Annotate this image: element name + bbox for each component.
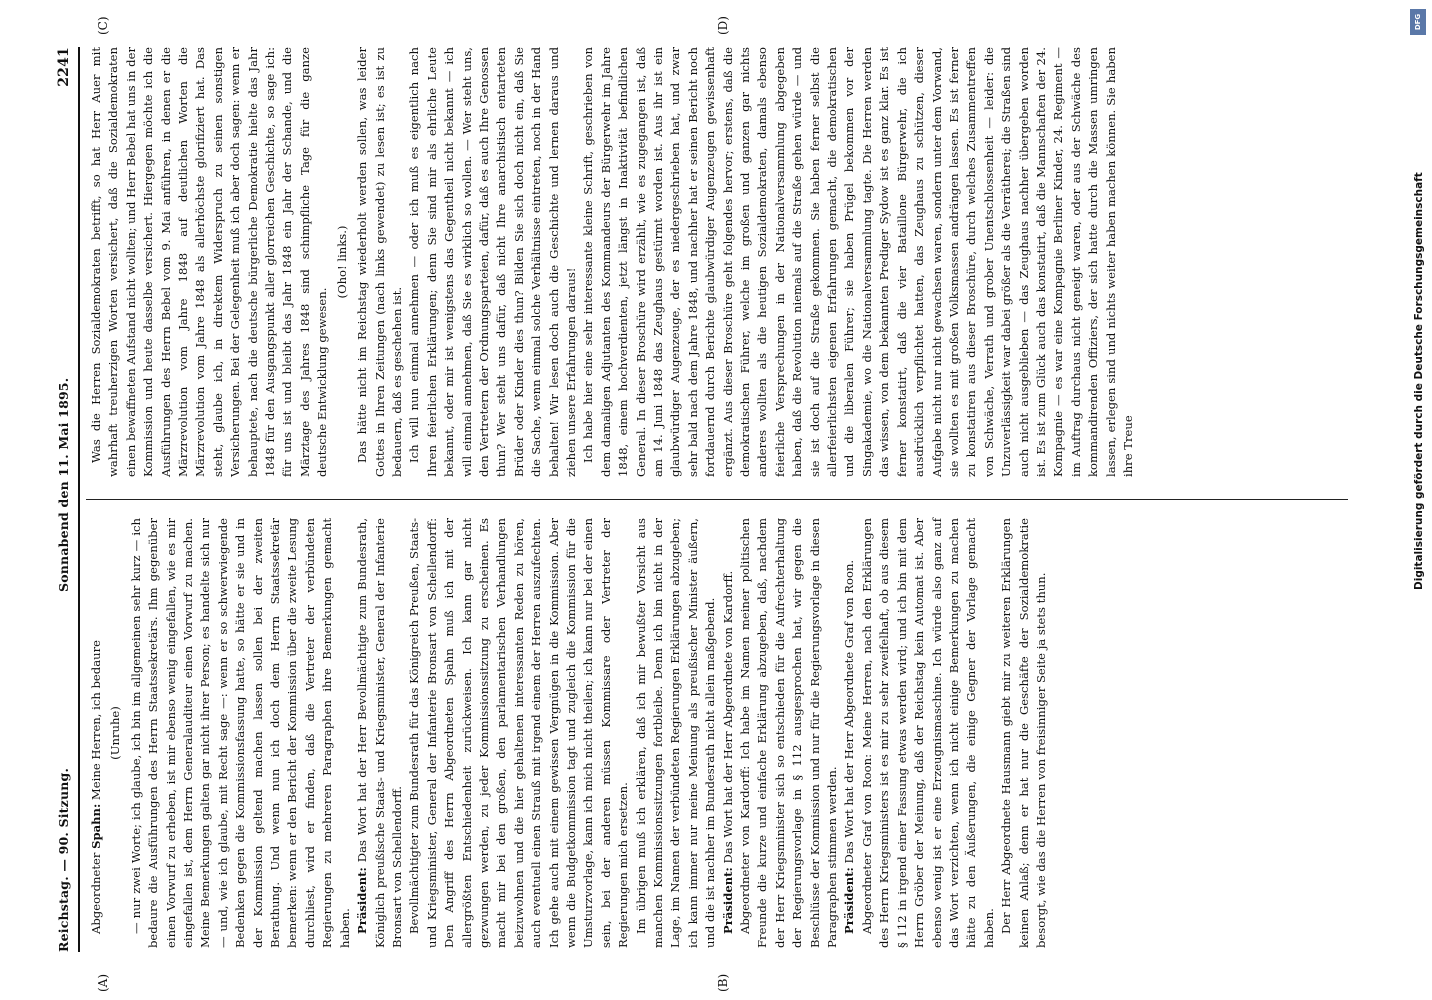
- digitization-credit: Digitalisierung gefördert durch die Deutsche Forschungsgemeinschaft: [1413, 172, 1425, 590]
- margin-marker-a: (A): [96, 973, 110, 992]
- speaker-name: Präsident:: [355, 867, 370, 934]
- paragraph: Das hätte nicht im Reichstag wiederholt werden sollen, was leider Gottes in Ihren Zeitungen (nach links gewendet) zu lesen ist; es ist zu bedauern, daß es geschehen ist.: [355, 47, 404, 477]
- paragraph: Der Herr Abgeordnete Hausmann giebt mir zu weiteren Erklärungen keinen Anlaß; denn er hat nur die Geschäfte der Sozialdemokratie besorgt, wie das die Herren von freisinniger Seite ja stets thun.: [999, 518, 1048, 948]
- paragraph: (Unruhe): [108, 706, 123, 760]
- header-date: Sonnabend den 11. Mai 1895.: [56, 377, 71, 592]
- dfg-logo: DFG: [1410, 9, 1426, 35]
- speaker-name: Präsident:: [720, 867, 735, 934]
- paragraph: Abgeordneter Graf von Roon: Meine Herren, nach den Erklärungen des Herrn Kriegsministers ist es mir zu sehr zweifelhaft, ob aus diesem § 112 in irgend einer Fassung etwas werden wird; und ich bin mit dem Herrn Gröber der Meinung, daß der Reichstag kein Automat ist. Aber ebenso wenig ist er eine Erzeugnismaschine. Ich würde also ganz auf das Wort verzichten, wenn ich nicht einige Bemerkungen zu machen hätte zu den Äußerungen, die einige Gegner der Vorlage gemacht haben.: [859, 518, 996, 948]
- paragraph: Ich habe hier eine sehr interessante kleine Schrift, geschrieben von dem damaligen Adjutanten des Kommandeurs der Bürgerwehr im Jahre 1848, einem hochverdienten, jetzt längst in Inaktivität befindlichen General. In dieser Broschüre wird erzählt, wie es zugegangen ist, daß am 14. Juni 1848 das Zeughaus gestürmt worden ist. Aus ihr ist ein glaubwürdiger Augenzeuge, der es niedergeschrieben hat, und zwar sehr bald nach dem Jahre 1848, und nachher hat er seinen Bericht noch fortdauernd durch Berichte glaubwürdiger Augenzeugen gewissenhaft ergänzt. Aus dieser Broschüre geht folgendes hervor; erstens, daß die demokratischen Führer, welche im großen und ganzen gar nichts anderes wollten als die heutigen Sozialdemokraten, damals ebenso feierliche Versprechungen in der Nationalversammlung abgegeben haben, daß die Revolution niemals auf die Straße gehen würde — und sie ist doch auf die Straße gekommen. Sie haben ferner selbst die allerfeierlichsten eigenen Erfahrungen gemacht, die demokratischen und die liberalen Führer; sie haben Prügel bekommen vor der Singakademie, wo die Nationalversammlung tagte. Die Herren werden das wissen, von dem bekannten Prediger Sydow ist es ganz klar. Es ist ferner konstatirt, daß die vier Bataillone Bürgerwehr, die ich ausdrücklich verpflichtet hatten, das Zeughaus zu schützen, dieser Aufgabe nicht nur nicht gewachsen waren, sondern unter dem Vorwand, sie wollten es mit großen Volksmassen andrängen lassen. Es ist ferner zu konstatiren aus dieser Broschüre, durch welches Zusammentreffen von Schwäche, Verrath und grober Unentschlossenheit — leider: die Unzuverlässigkeit war dabei größer als die Verrätherei; die Straßen sind auch nicht ausgeblieben — das Zeughaus nachher übergeben worden ist. Es ist zum Glück auch das konstatirt, daß die Mannschaften der 24. Kompagnie — es war eine Kompagnie Berliner Kinder, 24. Regiment — im Auftrag durchaus nicht geneigt waren, oder aus der Schwäche des kommandirenden Offiziers, der sich hatte durch die Massen umringen lassen, erlegen sind und nichts weiter haben machen können. Sie haben ihre Treue: [581, 47, 1135, 477]
- paragraph: Bevollmächtigter zum Bundesrath für das Königreich Preußen, Staats- und Kriegsminister, General der Infanterie Bronsart von Schellendorff: Den Angriff des Herrn Abgeordneten Spahn muß ich mit der allergrößten Entschiedenheit zurückweisen. Ich kann gar nicht gezwungen werden, zu jeder Kommissionssitzung zu erscheinen. Es macht mir bei den großen, den parlamentarischen Verhandlungen beizuwohnen und die hier gehaltenen interessanten Reden zu hören, auch eventuell einen Strauß mit irgend einem der Herren auszufechten. Ich gehe auch mit einem gewissen Vergnügen in die Kommission. Aber wenn die Budgetkommission tagt und zugleich die Kommission für die Umsturzvorlage, kann ich mich nicht theilen; ich kann nur bei der einen sein, bei der anderen müssen Kommissare oder Vertreter der Regierungen mich ersetzen.: [407, 518, 631, 948]
- margin-marker-c: (C): [96, 16, 110, 35]
- paragraph: Ich will nun einmal annehmen — oder ich muß es eigentlich nach Ihren feierlichen Erklärungen; denn Sie sind mir als ehrliche Leute bekannt, oder mir ist wenigstens das Gegentheil nicht bekannt — ich will einmal annehmen, daß Sie es wirklich so wollen. — Wer steht uns, den Vertretern der Ordnungsparteien, dafür, daß es auch Ihre Genossen thun? Wer steht uns dafür, daß nicht Ihre anarchistisch entarteten Brüder oder Kinder dies thun? Bilden Sie sich doch nicht ein, daß Sie die Sache, wenn einmal solche Verhältnisse eintreten, noch in der Hand behalten! Wir lesen doch auch die Geschichte und lernen daraus und ziehen unsere Erfahrungen daraus!: [407, 47, 578, 477]
- paragraph: Was die Herren Sozialdemokraten betrifft, so hat Herr Auer mit wahrhaft treuherzigen Worten versichert, daß die Sozialdemokraten einen bewaffneten Aufstand nicht wollten; und Herr Bebel hat uns in der Kommission und heute dasselbe versichert. Hiergegen möchte ich die Ausführungen des Herrn Bebel vom 9. Mai anführen, in denen er die Märzrevolution vom Jahre 1848 auf deutlichen Worten die Märzrevolution vom Jahre 1848 als allerhöchste glorifiziert hat. Das steht, glaube ich, in direktem Widerspruch zu seinen sonstigen Versicherungen. Bei der Gelegenheit muß ich aber doch sagen: wenn er behauptete, nach die deutsche bürgerliche Demokratie hielte das Jahr 1848 für den Ausgangspunkt aller glorreichen Geschichte, so sage ich: für uns ist und bleibt das Jahr 1848 ein Jahr der Schande, und die Märztage des Jahres 1848 sind schimpfliche Tage für die ganze deutsche Entwicklung gewesen.: [89, 47, 330, 477]
- header-rule: [78, 47, 80, 952]
- paragraph: (Oho! links.): [334, 225, 349, 299]
- left-text-column: [88, 518, 1050, 948]
- paragraph: Präsident: Das Wort hat der Herr Abgeordnete von Kardorff.: [720, 570, 735, 934]
- paragraph: Im übrigen muß ich erklären, daß ich mir bewußter Vorsicht aus manchen Kommissionssitzungen fortbleibe. Denn ich bin nicht in der Lage, im Namen der verbündeten Regierungen Erklärungen abzugeben; ich kann immer nur meine Meinung als preußischer Minister äußern, und die ist nachher im Bundesrath nicht allein maßgebend.: [633, 518, 718, 948]
- margin-marker-d: (D): [716, 16, 730, 35]
- running-header: [56, 47, 76, 952]
- paragraph: — nur zwei Worte; ich glaube, ich bin im allgemeinen sehr kurz — ich bedaure die Ausführungen des Herrn Staatssekretärs. Ihm gegenüber einen Vorwurf zu erheben, ist mir ebenso wenig eingefallen, wie es mir eingefallen ist, dem Herrn Generalauditeur einen Vorwurf zu machen. Meine Bemerkungen galten gar nicht ihrer Person; es handelte sich nur — und, wie ich glaube, mit Recht sage —: wenn er so schwerwiegende Bedenken gegen die Kommissionsfassung hatte, so hätte er sie und in der Kommission geltend machen lassen sollen bei der zweiten Berathung. Und wenn nun ich doch dem Herrn Staatssekretär bemerken: wenn er den Bericht der Kommission über die zweite Lesung durchliest, wird er finden, daß die Vertreter der verbündeten Regierungen zu mehreren Paragraphen ihre Bemerkungen gemacht haben.: [128, 518, 352, 948]
- paragraph: Abgeordneter von Kardorff: Ich habe im Namen meiner politischen Freunde die kurze und einfache Erklärung abzugeben, daß, nachdem der Herr Kriegsminister sich so entschieden für die Aufrechterhaltung der Regierungsvorlage in § 112 ausgesprochen hat, wir gegen die Beschlüsse der Kommission und nur für die Regierungsvorlage in diesen Paragraphen stimmen werden.: [738, 518, 840, 948]
- header-session: Reichstag. — 90. Sitzung.: [56, 767, 71, 952]
- right-text-column: [88, 47, 1137, 477]
- speaker-name: Präsident:: [842, 867, 857, 934]
- paragraph: Abgeordneter Spahn: Meine Herren, ich bedaure: [89, 640, 103, 934]
- paragraph: Präsident: Das Wort hat der Herr Abgeordnete Graf von Roon.: [842, 559, 857, 934]
- page-number: 2241: [56, 47, 72, 87]
- paragraph: Präsident: Das Wort hat der Herr Bevollmächtigte zum Bundesrath, Königlich preußische Staats- und Kriegsminister, General der Infanterie Bronsart von Schellendorff.: [355, 518, 404, 948]
- column-divider: [86, 499, 1348, 500]
- margin-marker-b: (B): [716, 973, 730, 992]
- speaker-name: Spahn:: [89, 803, 103, 849]
